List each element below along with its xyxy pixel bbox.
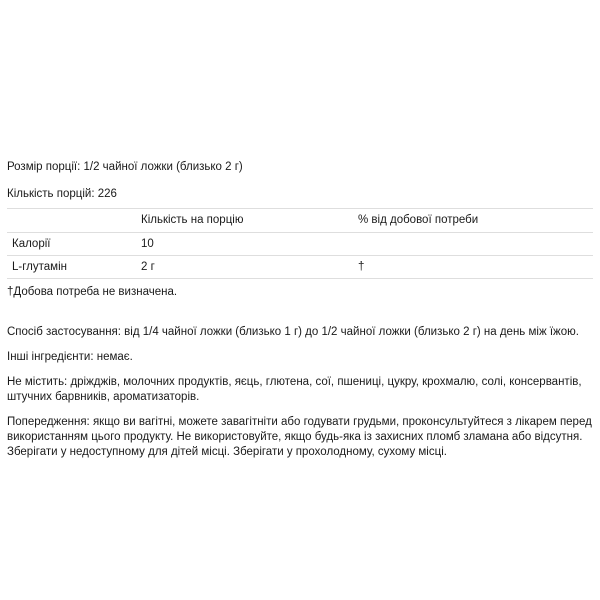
- header-name: [7, 209, 141, 233]
- row-name: Калорії: [7, 233, 141, 256]
- table-header-row: [7, 209, 593, 233]
- footnote: †Добова потреба не визначена.: [7, 286, 178, 298]
- header-daily-value: % від добової потреби: [358, 209, 593, 233]
- header-amount: Кількість на порцію: [141, 209, 358, 233]
- table-row: [7, 256, 593, 279]
- warnings: Попередження: якщо ви вагітні, можете завагітніти або годувати грудьми, проконсультуйтеся з лікарем перед використанням цього продукту. Не використовуйте, якщо будь-яка із захисних пломб зламана або відсутня. Зберігати у недоступному для дітей місці. Зберігати у прохолодному, сухому місці.: [7, 416, 592, 458]
- servings-per-container: Кількість порцій: 226: [7, 188, 117, 200]
- nutrition-table: [7, 208, 593, 279]
- row-amount: 10: [141, 233, 358, 256]
- row-daily-value: †: [358, 256, 593, 279]
- supplement-facts: [7, 160, 593, 470]
- row-amount: 2 г: [141, 256, 358, 279]
- row-daily-value: [358, 233, 593, 256]
- table-row: [7, 233, 593, 256]
- row-name: L-глутамін: [7, 256, 141, 279]
- serving-size: Розмір порції: 1/2 чайної ложки (близько 2 г): [7, 161, 243, 173]
- free-of: Не містить: дріжджів, молочних продуктів, яєць, глютена, сої, пшениці, цукру, крохмалю, солі, консервантів, штучних барвників, ароматизаторів.: [7, 376, 582, 403]
- usage-directions: Спосіб застосування: від 1/4 чайної ложки (близько 1 г) до 1/2 чайної ложки (близько 2 г) на день між їжою.: [7, 326, 579, 338]
- other-ingredients: Інші інгредієнти: немає.: [7, 351, 133, 363]
